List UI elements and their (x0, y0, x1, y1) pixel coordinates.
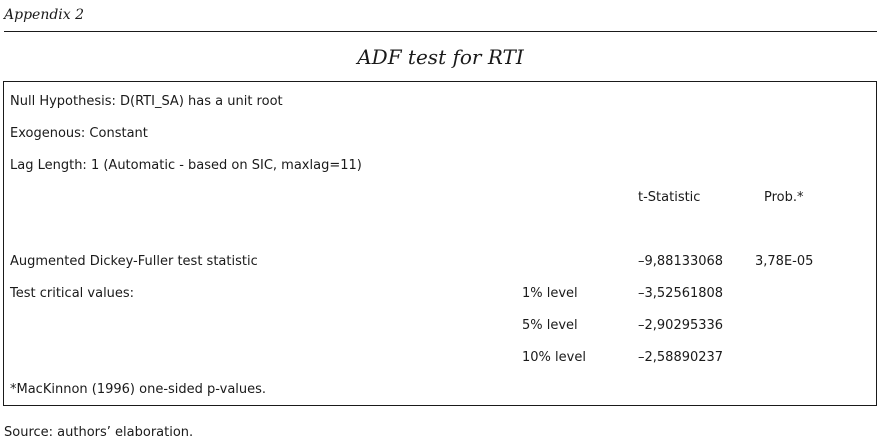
column-header-prob: Prob.* (764, 190, 804, 205)
column-header-t-statistic: t-Statistic (638, 190, 701, 205)
critical-value-5: –2,90295336 (638, 318, 724, 333)
critical-value-1: –3,52561808 (638, 286, 724, 301)
appendix-label: Appendix 2 (4, 7, 85, 23)
exogenous: Exogenous: Constant (10, 126, 148, 141)
source-note: Source: authors’ elaboration. (4, 425, 194, 440)
critical-value-10: –2,58890237 (638, 350, 724, 365)
critical-level-5: 5% level (522, 318, 578, 333)
adf-results-table (3, 81, 877, 406)
header-rule (4, 31, 877, 32)
adf-t-statistic: –9,88133068 (638, 254, 724, 269)
critical-level-1: 1% level (522, 286, 578, 301)
adf-prob: 3,78E-05 (755, 254, 814, 269)
adf-statistic-label: Augmented Dickey-Fuller test statistic (10, 254, 258, 269)
critical-level-10: 10% level (522, 350, 586, 365)
page-title: ADF test for RTI (357, 45, 524, 69)
lag-length: Lag Length: 1 (Automatic - based on SIC, maxlag=11) (10, 158, 362, 173)
null-hypothesis: Null Hypothesis: D(RTI_SA) has a unit root (10, 94, 283, 109)
critical-values-label: Test critical values: (10, 286, 135, 301)
footnote: *MacKinnon (1996) one-sided p-values. (10, 382, 267, 397)
